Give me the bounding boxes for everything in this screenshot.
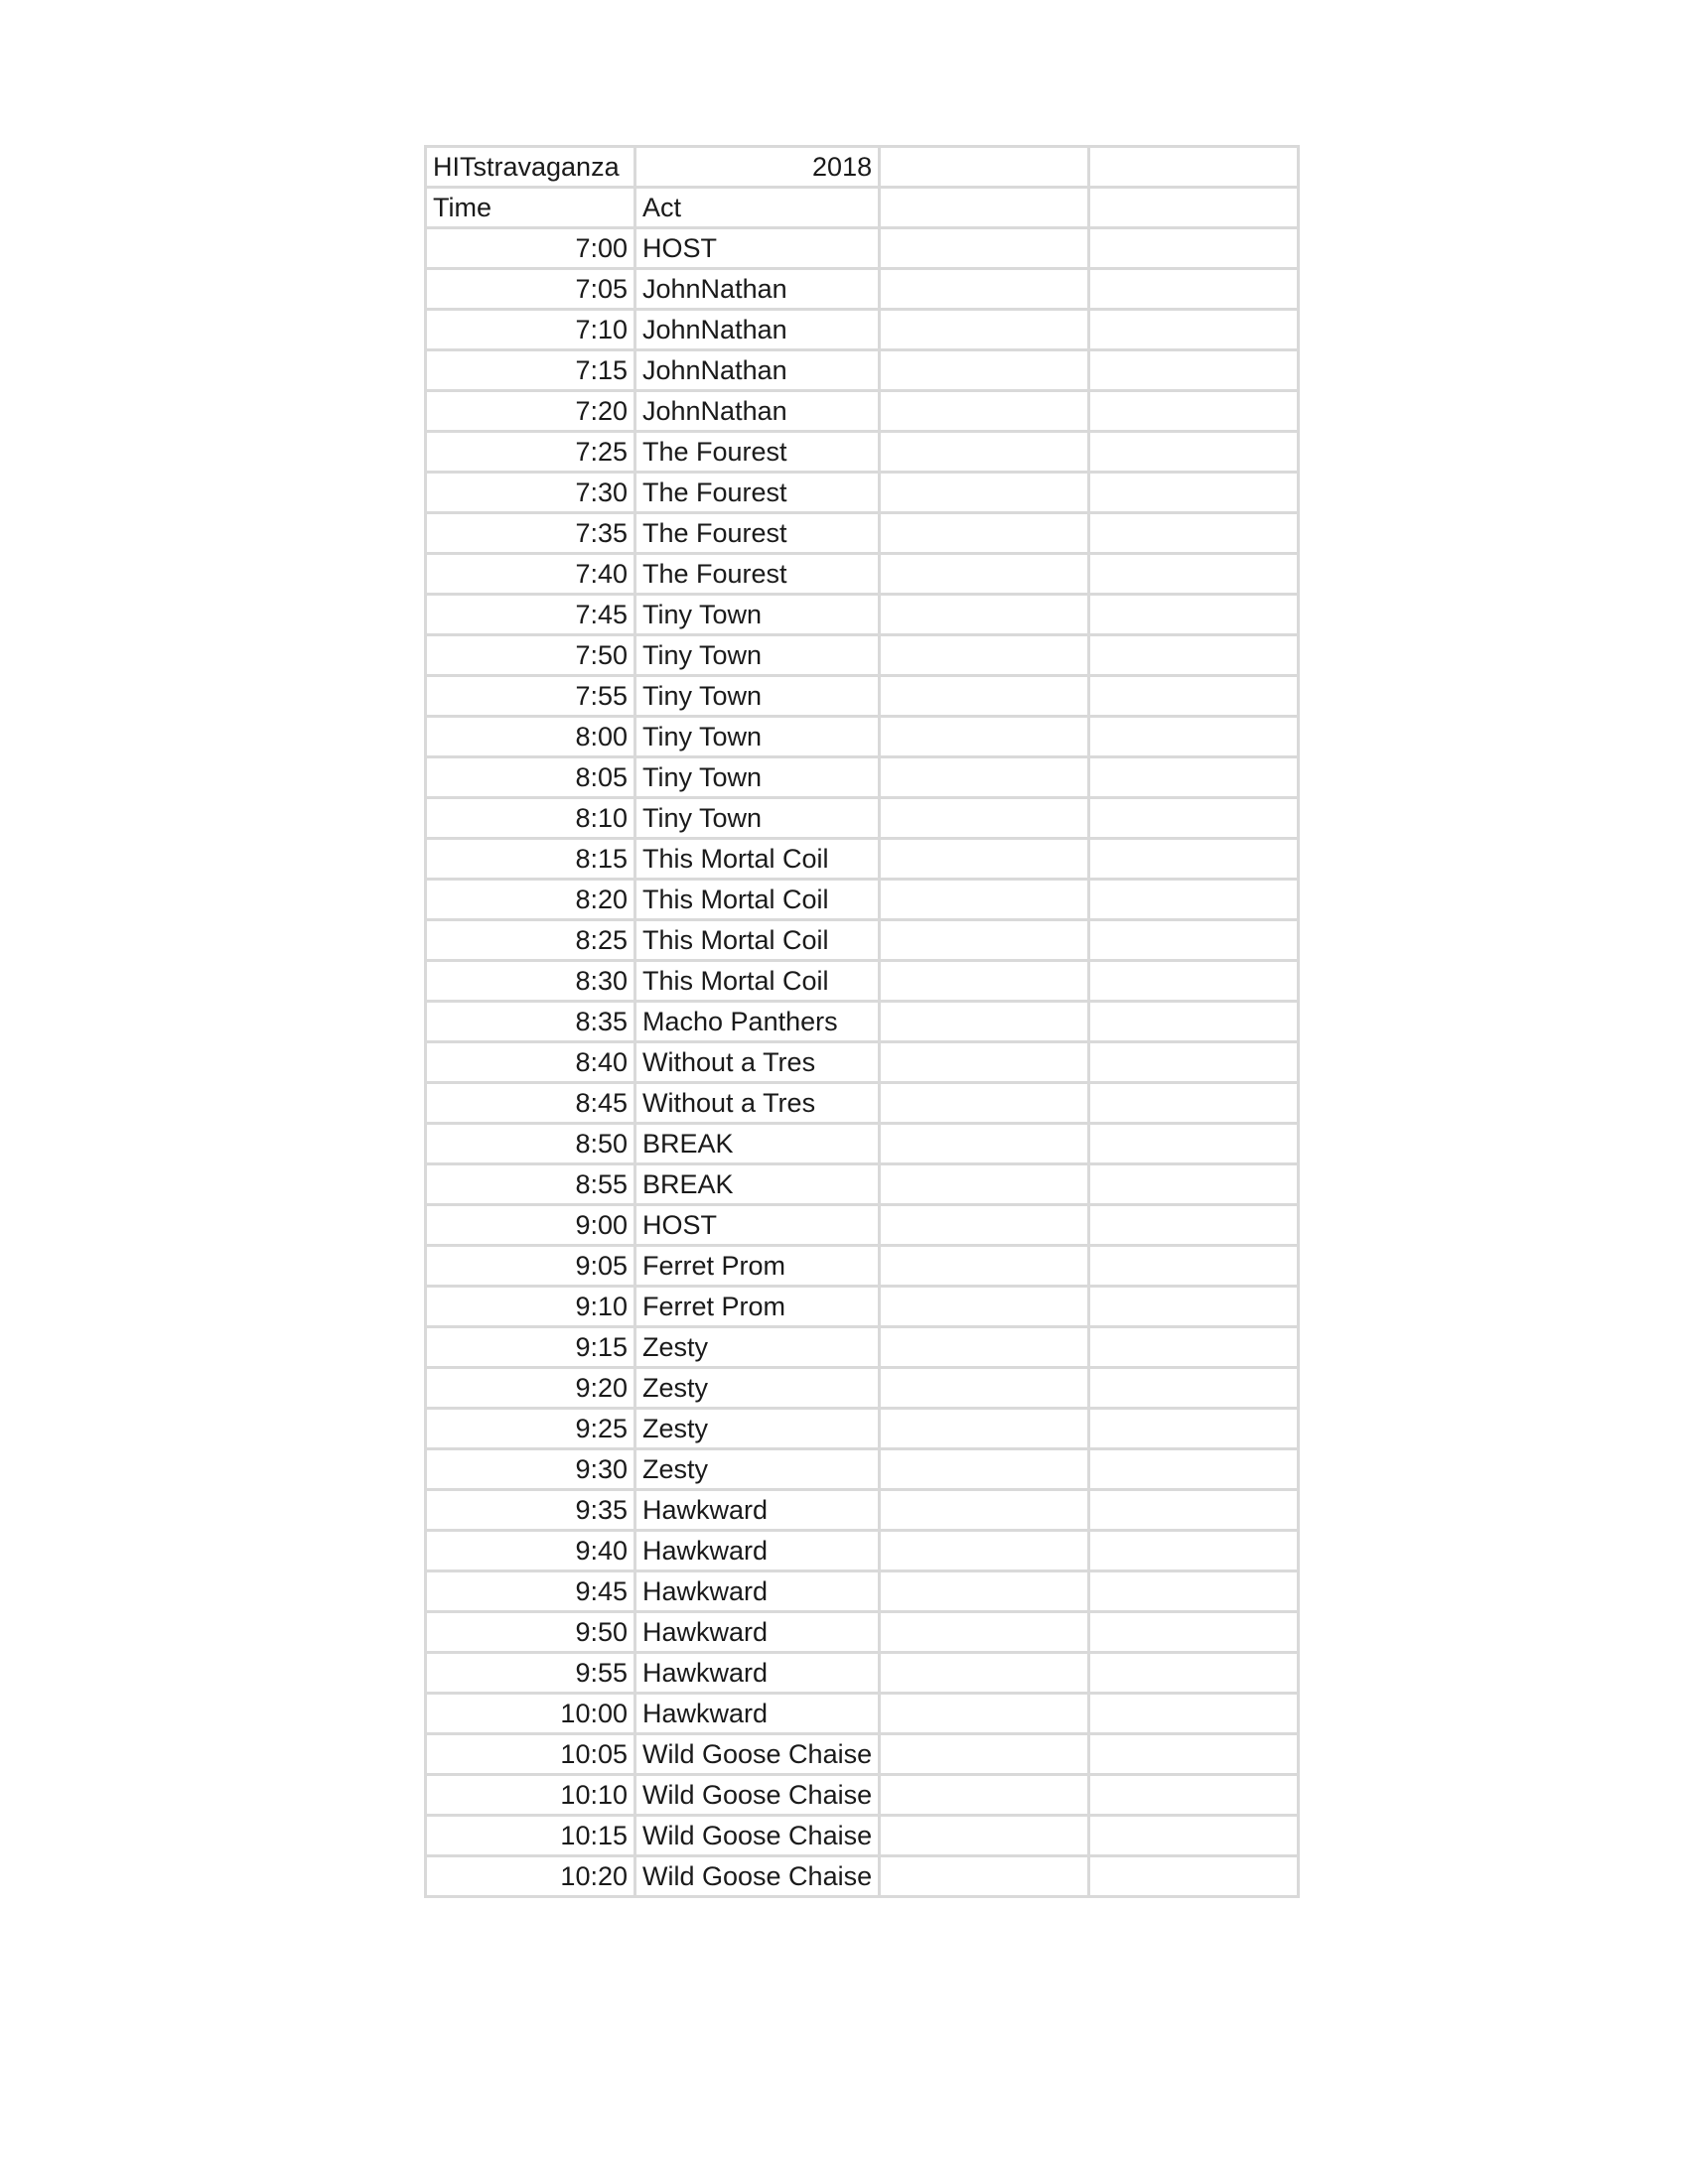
act-cell[interactable]: Hawkward [635,1612,880,1653]
time-cell[interactable]: 10:00 [426,1694,635,1734]
schedule-row [426,1124,1299,1164]
empty-cell[interactable] [880,717,1089,757]
time-cell[interactable]: 8:15 [426,839,635,880]
time-cell[interactable]: 9:50 [426,1612,635,1653]
empty-cell[interactable] [1089,920,1299,961]
time-cell[interactable]: 9:20 [426,1368,635,1409]
empty-cell[interactable] [880,1734,1089,1775]
schedule-row [426,1409,1299,1449]
empty-cell[interactable] [1089,1287,1299,1327]
act-cell[interactable]: Zesty [635,1368,880,1409]
act-cell[interactable]: Macho Panthers [635,1002,880,1042]
empty-cell[interactable] [880,1368,1089,1409]
act-cell[interactable]: The Fourest [635,473,880,513]
schedule-row [426,757,1299,798]
schedule-row [426,1653,1299,1694]
schedule-row [426,1734,1299,1775]
act-cell[interactable]: Tiny Town [635,717,880,757]
empty-cell[interactable] [1089,961,1299,1002]
schedule-row [426,595,1299,635]
schedule-row [426,920,1299,961]
empty-cell[interactable] [1089,310,1299,350]
empty-cell[interactable] [880,1205,1089,1246]
empty-cell[interactable] [880,1124,1089,1164]
schedule-row [426,1042,1299,1083]
act-cell[interactable]: Wild Goose Chaise [635,1734,880,1775]
empty-cell[interactable] [880,635,1089,676]
empty-cell[interactable] [880,1571,1089,1612]
act-cell[interactable]: Hawkward [635,1694,880,1734]
time-cell[interactable]: 10:15 [426,1816,635,1856]
time-cell[interactable]: 9:00 [426,1205,635,1246]
empty-cell[interactable] [1089,1612,1299,1653]
empty-cell[interactable] [1089,147,1299,188]
schedule-row [426,310,1299,350]
empty-cell[interactable] [880,1775,1089,1816]
schedule-row [426,1856,1299,1897]
empty-cell[interactable] [880,1449,1089,1490]
time-cell[interactable]: 9:35 [426,1490,635,1531]
empty-cell[interactable] [1089,595,1299,635]
empty-cell[interactable] [1089,350,1299,391]
schedule-row [426,1775,1299,1816]
schedule-row [426,432,1299,473]
act-cell[interactable]: JohnNathan [635,269,880,310]
empty-cell[interactable] [1089,473,1299,513]
act-cell[interactable]: Wild Goose Chaise [635,1775,880,1816]
act-cell[interactable]: Hawkward [635,1490,880,1531]
act-cell[interactable]: HOST [635,228,880,269]
schedule-row [426,228,1299,269]
time-cell[interactable]: 8:50 [426,1124,635,1164]
act-cell[interactable]: JohnNathan [635,310,880,350]
empty-cell[interactable] [1089,554,1299,595]
time-cell[interactable]: 10:10 [426,1775,635,1816]
schedule-row [426,1531,1299,1571]
empty-cell[interactable] [1089,391,1299,432]
schedule-row [426,1287,1299,1327]
empty-cell[interactable] [880,188,1089,228]
time-cell[interactable]: 10:20 [426,1856,635,1897]
empty-cell[interactable] [880,1816,1089,1856]
time-cell[interactable]: 8:20 [426,880,635,920]
empty-cell[interactable] [880,1327,1089,1368]
act-cell[interactable]: Hawkward [635,1571,880,1612]
empty-cell[interactable] [1089,432,1299,473]
empty-cell[interactable] [1089,1246,1299,1287]
schedule-row [426,269,1299,310]
empty-cell[interactable] [880,228,1089,269]
schedule-row [426,676,1299,717]
time-cell[interactable]: 7:30 [426,473,635,513]
empty-cell[interactable] [880,513,1089,554]
empty-cell[interactable] [880,1287,1089,1327]
time-column-header[interactable]: Time [426,188,635,228]
act-cell[interactable]: Tiny Town [635,798,880,839]
time-cell[interactable]: 9:30 [426,1449,635,1490]
schedule-row [426,350,1299,391]
empty-cell[interactable] [880,839,1089,880]
schedule-row [426,513,1299,554]
empty-cell[interactable] [1089,1571,1299,1612]
empty-cell[interactable] [1089,1531,1299,1571]
empty-cell[interactable] [1089,1042,1299,1083]
empty-cell[interactable] [1089,228,1299,269]
empty-cell[interactable] [880,595,1089,635]
time-cell[interactable]: 8:10 [426,798,635,839]
empty-cell[interactable] [1089,1653,1299,1694]
act-cell[interactable]: HOST [635,1205,880,1246]
empty-cell[interactable] [1089,1694,1299,1734]
schedule-row [426,1816,1299,1856]
empty-cell[interactable] [1089,1327,1299,1368]
act-cell[interactable]: Wild Goose Chaise [635,1856,880,1897]
empty-cell[interactable] [1089,1368,1299,1409]
time-cell[interactable]: 8:35 [426,1002,635,1042]
act-cell[interactable]: Wild Goose Chaise [635,1816,880,1856]
empty-cell[interactable] [1089,635,1299,676]
empty-cell[interactable] [880,1653,1089,1694]
empty-cell[interactable] [880,473,1089,513]
empty-cell[interactable] [1089,1205,1299,1246]
empty-cell[interactable] [1089,1083,1299,1124]
empty-cell[interactable] [1089,1734,1299,1775]
act-cell[interactable]: Tiny Town [635,676,880,717]
empty-cell[interactable] [1089,188,1299,228]
empty-cell[interactable] [880,1694,1089,1734]
empty-cell[interactable] [880,432,1089,473]
empty-cell[interactable] [1089,1490,1299,1531]
event-year-cell[interactable]: 2018 [635,147,880,188]
schedule-row [426,1002,1299,1042]
act-cell[interactable]: The Fourest [635,554,880,595]
act-cell[interactable]: BREAK [635,1124,880,1164]
act-cell[interactable]: Tiny Town [635,635,880,676]
schedule-row [426,1490,1299,1531]
empty-cell[interactable] [880,554,1089,595]
empty-cell[interactable] [1089,1409,1299,1449]
act-column-header[interactable]: Act [635,188,880,228]
empty-cell[interactable] [880,1856,1089,1897]
schedule-row [426,717,1299,757]
time-cell[interactable]: 8:25 [426,920,635,961]
act-cell[interactable]: Hawkward [635,1653,880,1694]
time-cell[interactable]: 7:25 [426,432,635,473]
act-cell[interactable]: The Fourest [635,432,880,473]
schedule-row [426,554,1299,595]
empty-cell[interactable] [1089,1164,1299,1205]
time-cell[interactable]: 8:40 [426,1042,635,1083]
empty-cell[interactable] [1089,1002,1299,1042]
empty-cell[interactable] [880,1246,1089,1287]
act-cell[interactable]: This Mortal Coil [635,920,880,961]
time-cell[interactable]: 9:55 [426,1653,635,1694]
empty-cell[interactable] [1089,839,1299,880]
empty-cell[interactable] [880,1164,1089,1205]
schedule-row [426,798,1299,839]
schedule-table [424,145,1300,1898]
act-cell[interactable]: The Fourest [635,513,880,554]
time-cell[interactable]: 7:10 [426,310,635,350]
time-cell[interactable]: 7:05 [426,269,635,310]
time-cell[interactable]: 7:35 [426,513,635,554]
empty-cell[interactable] [880,961,1089,1002]
schedule-row [426,635,1299,676]
schedule-row [426,473,1299,513]
time-cell[interactable]: 7:40 [426,554,635,595]
time-cell[interactable]: 8:00 [426,717,635,757]
time-cell[interactable]: 7:55 [426,676,635,717]
column-header-row [426,188,1299,228]
empty-cell[interactable] [1089,1775,1299,1816]
act-cell[interactable]: This Mortal Coil [635,880,880,920]
time-cell[interactable]: 7:50 [426,635,635,676]
act-cell[interactable]: Hawkward [635,1531,880,1571]
act-cell[interactable]: JohnNathan [635,350,880,391]
schedule-row [426,1083,1299,1124]
time-cell[interactable]: 9:40 [426,1531,635,1571]
schedule-row [426,961,1299,1002]
act-cell[interactable]: JohnNathan [635,391,880,432]
event-title-cell[interactable]: HITstravaganza [426,147,635,188]
empty-cell[interactable] [880,798,1089,839]
time-cell[interactable]: 9:25 [426,1409,635,1449]
act-cell[interactable]: Ferret Prom [635,1287,880,1327]
empty-cell[interactable] [880,350,1089,391]
schedule-row [426,839,1299,880]
empty-cell[interactable] [880,1612,1089,1653]
empty-cell[interactable] [1089,1124,1299,1164]
empty-cell[interactable] [1089,1856,1299,1897]
time-cell[interactable]: 8:45 [426,1083,635,1124]
empty-cell[interactable] [880,269,1089,310]
empty-cell[interactable] [1089,676,1299,717]
empty-cell[interactable] [880,676,1089,717]
time-cell[interactable]: 9:15 [426,1327,635,1368]
title-row [426,147,1299,188]
time-cell[interactable]: 7:20 [426,391,635,432]
time-cell[interactable]: 7:00 [426,228,635,269]
empty-cell[interactable] [1089,513,1299,554]
empty-cell[interactable] [880,147,1089,188]
empty-cell[interactable] [880,391,1089,432]
act-cell[interactable]: Zesty [635,1409,880,1449]
empty-cell[interactable] [1089,757,1299,798]
time-cell[interactable]: 9:45 [426,1571,635,1612]
schedule-row [426,391,1299,432]
time-cell[interactable]: 10:05 [426,1734,635,1775]
empty-cell[interactable] [1089,717,1299,757]
act-cell[interactable]: Without a Tres [635,1083,880,1124]
empty-cell[interactable] [880,310,1089,350]
schedule-row [426,1164,1299,1205]
schedule-row [426,1694,1299,1734]
act-cell[interactable]: Zesty [635,1449,880,1490]
time-cell[interactable]: 7:15 [426,350,635,391]
empty-cell[interactable] [1089,1449,1299,1490]
schedule-row [426,1327,1299,1368]
schedule-row [426,1205,1299,1246]
act-cell[interactable]: Ferret Prom [635,1246,880,1287]
empty-cell[interactable] [880,1531,1089,1571]
schedule-row [426,1612,1299,1653]
empty-cell[interactable] [1089,880,1299,920]
empty-cell[interactable] [880,1409,1089,1449]
empty-cell[interactable] [880,1490,1089,1531]
empty-cell[interactable] [880,1083,1089,1124]
empty-cell[interactable] [1089,269,1299,310]
act-cell[interactable]: Zesty [635,1327,880,1368]
empty-cell[interactable] [880,1042,1089,1083]
time-cell[interactable]: 7:45 [426,595,635,635]
empty-cell[interactable] [880,1002,1089,1042]
time-cell[interactable]: 8:55 [426,1164,635,1205]
schedule-row [426,1449,1299,1490]
schedule-body [426,147,1299,1897]
act-cell[interactable]: This Mortal Coil [635,961,880,1002]
empty-cell[interactable] [880,920,1089,961]
empty-cell[interactable] [1089,798,1299,839]
schedule-row [426,880,1299,920]
act-cell[interactable]: Tiny Town [635,757,880,798]
act-cell[interactable]: Tiny Town [635,595,880,635]
empty-cell[interactable] [1089,1816,1299,1856]
empty-cell[interactable] [880,880,1089,920]
empty-cell[interactable] [880,757,1089,798]
schedule-row [426,1368,1299,1409]
time-cell[interactable]: 9:10 [426,1287,635,1327]
schedule-row [426,1571,1299,1612]
act-cell[interactable]: Without a Tres [635,1042,880,1083]
schedule-row [426,1246,1299,1287]
time-cell[interactable]: 9:05 [426,1246,635,1287]
act-cell[interactable]: This Mortal Coil [635,839,880,880]
time-cell[interactable]: 8:30 [426,961,635,1002]
act-cell[interactable]: BREAK [635,1164,880,1205]
time-cell[interactable]: 8:05 [426,757,635,798]
